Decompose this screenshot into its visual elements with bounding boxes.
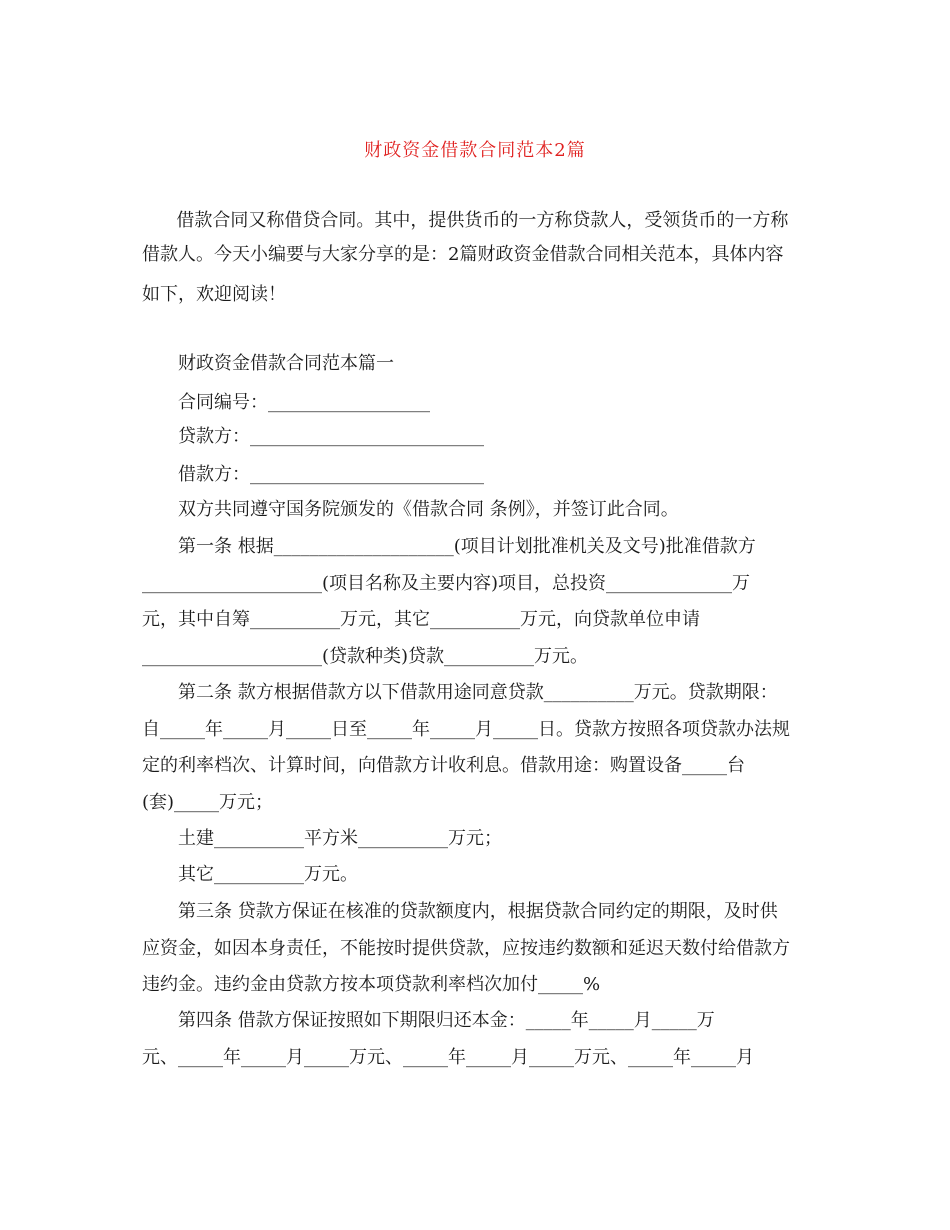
borrower-field: 借款方：__________________________ <box>178 464 484 485</box>
intro-line-2: 借款人。今天小编要与大家分享的是：2篇财政资金借款合同相关范本，具体内容 <box>142 244 784 265</box>
article-3-line-2: 应资金，如因本身责任，不能按时提供贷款，应按违约数额和延迟天数付给借款方 <box>142 938 790 959</box>
document-title: 财政资金借款合同范本2篇 <box>364 140 586 161</box>
article-1-line-1: 第一条 根据____________________(项目计划批准机关及文号)批准借款方 <box>178 536 756 557</box>
article-3-line-3: 违约金。违约金由贷款方按本项贷款利率档次加付_____% <box>142 974 601 995</box>
article-1-line-3: 元，其中自筹__________万元，其它__________万元，向贷款单位申请 <box>142 609 700 630</box>
article-1-line-2: ____________________(项目名称及主要内容)项目，总投资______________万 <box>142 573 751 594</box>
contract-number-field: 合同编号：__________________ <box>178 392 430 413</box>
preamble: 双方共同遵守国务院颁发的《借款合同 条例》，并签订此合同。 <box>178 499 679 520</box>
article-2-line-3: 定的利率档次、计算时间，向借款方计收利息。借款用途：购置设备_____台 <box>142 755 745 776</box>
article-2-line-1: 第二条 款方根据借款方以下借款用途同意贷款__________万元。贷款期限： <box>178 682 778 703</box>
article-1-line-4: ____________________(贷款种类)贷款__________万元。 <box>142 646 589 667</box>
article-2-line-2: 自_____年_____月_____日至_____年_____月_____日。贷款方按照各项贷款办法规 <box>142 719 790 740</box>
lender-field: 贷款方：__________________________ <box>178 426 484 447</box>
intro-line-3: 如下，欢迎阅读！ <box>142 284 286 305</box>
article-3-line-1: 第三条 贷款方保证在核准的贷款额度内，根据贷款合同约定的期限，及时供 <box>178 901 778 922</box>
article-4-line-1: 第四条 借款方保证按照如下期限归还本金：_____年_____月_____万 <box>178 1010 715 1031</box>
intro-line-1: 借款合同又称借贷合同。其中，提供货币的一方称贷款人，受领货币的一方称 <box>142 210 789 231</box>
section-heading: 财政资金借款合同范本篇一 <box>178 353 394 374</box>
article-2-line-6: 其它__________万元。 <box>178 864 358 885</box>
article-4-line-2: 元、_____年_____月_____万元、_____年_____月_____万元、_____年_____月 <box>142 1047 754 1068</box>
article-2-line-4: (套)_____万元； <box>142 792 274 813</box>
article-2-line-5: 土建__________平方米__________万元； <box>178 828 502 849</box>
